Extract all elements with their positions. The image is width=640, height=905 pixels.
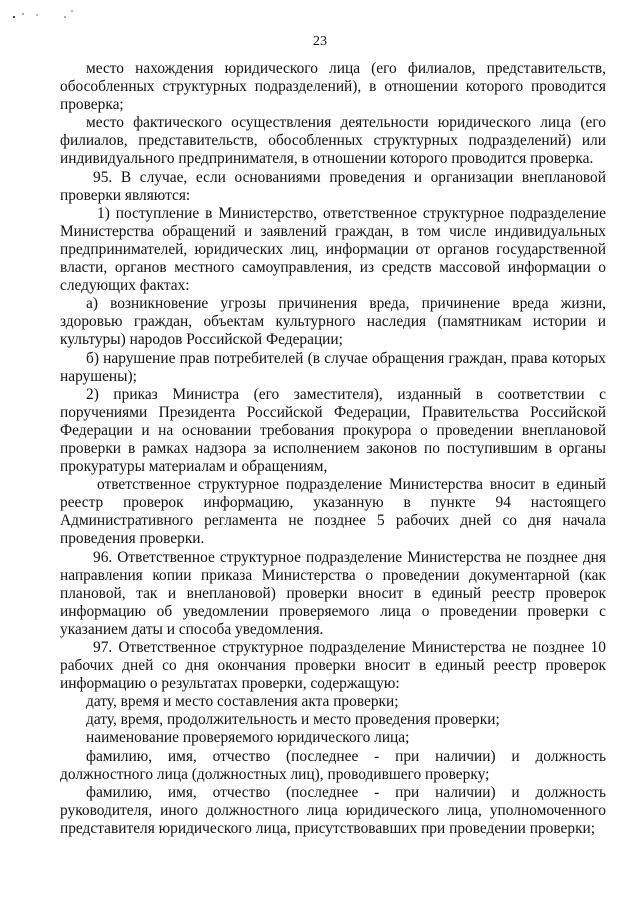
list-item-inspection-date: дату, время, продолжительность и место проведения проверки; [86,711,500,729]
paragraph-96: 96. Ответственное структурное подразделение Министерства не позднее дня направления копии приказа Министерства о проведении документарной (как плановой, так и внеплановой) проверки вносит в единый реестр проверок информацию об уведомлении проверяемого лица о проведении проверки с указанием даты и способа уведомления. [60,548,606,638]
paragraph-location-legal-entity: место нахождения юридического лица (его филиалов, представительств, обособленных структурных подразделений), в отношении которого проводится проверка; [60,60,606,114]
paragraph-95: 95. В случае, если основаниями проведения и организации внеплановой проверки являются: [60,168,606,204]
paragraph-95-item-1a: а) возникновение угрозы причинения вреда, причинение вреда жизни, здоровью граждан, объектам культурного наследия (памятникам истории и культуры) народов Российской Федерации; [60,295,606,349]
list-item-entity-name: наименование проверяемого юридического лица; [86,729,410,747]
paragraph-97: 97. Ответственное структурное подразделение Министерства не позднее 10 рабочих дней со дня окончания проверки вносит в единый реестр проверок информацию о результатах проверки, содержащую: [60,639,606,693]
paragraph-95-item-2: 2) приказ Министра (его заместителя), изданный в соответствии с поручениями Президента Российской Федерации, Правительства Российской Федерации и на основании требования прокурора о проведении внеплановой проверки в рамках надзора за исполнением законов по поступившим в органы прокуратуры материалам и обращениям, [60,385,606,476]
list-item-representative-name: фамилию, имя, отчество (последнее - при наличии) и должность руководителя, иного должностного лица юридического лица, уполномоченного представителя юридического лица, присутствовавших при проведении проверки; [60,783,606,837]
document-body [60,60,606,838]
paragraph-actual-activity-location: место фактического осуществления деятельности юридического лица (его филиалов, представительств, обособленных структурных подразделений) или индивидуального предпринимателя, в отношении которого проводится проверка. [60,114,606,168]
page-number: 23 [313,34,327,49]
list-item-act-date: дату, время и место составления акта проверки; [86,693,399,711]
paragraph-95-item-1: 1) поступление в Министерство, ответственное структурное подразделение Министерства обращений и заявлений граждан, в том числе индивидуальных предпринимателей, юридических лиц, информации от органов государственной власти, органов местного самоуправления, из средств массовой информации о следующих фактах: [60,204,606,295]
list-item-inspector-name: фамилию, имя, отчество (последнее - при наличии) и должность должностного лица (должностных лиц), проводившего проверку; [60,747,606,783]
scan-specks [10,8,80,20]
paragraph-95-registry-entry: ответственное структурное подразделение Министерства вносит в единый реестр проверок информацию, указанную в пункте 94 настоящего Административного регламента не позднее 5 рабочих дней со дня начала проведения проверки. [60,476,606,548]
paragraph-95-item-1b: б) нарушение прав потребителей (в случае обращения граждан, права которых нарушены); [60,349,606,385]
